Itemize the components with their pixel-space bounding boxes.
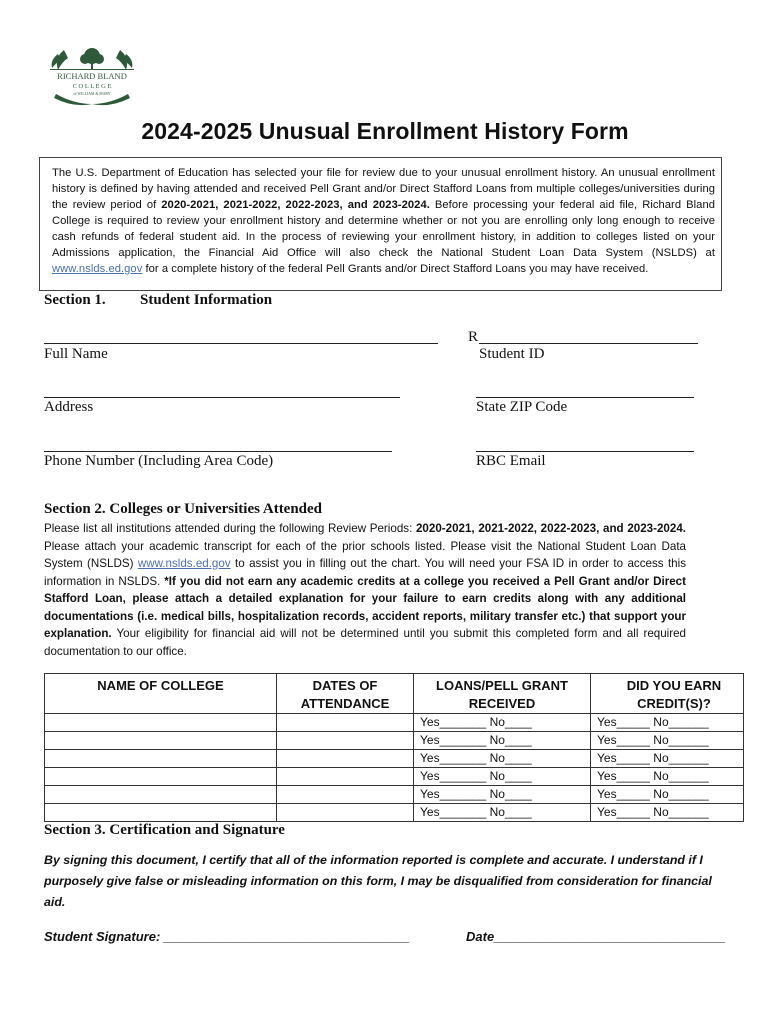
colleges-table-body: [45, 714, 744, 822]
loans-cell[interactable]: Yes_______ No____: [414, 714, 591, 732]
state-zip-label: State ZIP Code: [476, 399, 568, 415]
section2-heading: Section 2. Colleges or Universities Attended: [44, 501, 323, 517]
dates-cell[interactable]: [277, 804, 414, 822]
colleges-table: [44, 673, 744, 822]
section3-heading: Section 3. Certification and Signature: [44, 822, 285, 838]
section2-periods: 2020-2021, 2021-2022, 2022-2023, and 2023-2024.: [415, 522, 686, 535]
email-line[interactable]: [476, 451, 694, 452]
header-name-of-college: NAME OF COLLEGE: [45, 674, 277, 714]
intro-box: [39, 157, 722, 291]
college-name-cell[interactable]: [45, 714, 277, 732]
certification-statement: By signing this document, I certify that all of the information reported is complete and accurate. I understand if I purposely give false or misleading information on this form, I may be disqualified from consideration for financial aid.: [44, 853, 712, 909]
section1-title: Student Information: [140, 292, 273, 308]
college-name-cell[interactable]: [45, 732, 277, 750]
header-loans: LOANS/PELL GRANT RECEIVED: [414, 674, 591, 714]
table-row: [45, 768, 744, 786]
section2-nslds-link[interactable]: www.nslds.ed.gov: [137, 557, 231, 570]
header-dates: DATES OF ATTENDANCE: [277, 674, 414, 714]
address-line[interactable]: [44, 397, 400, 398]
student-id-line[interactable]: [479, 343, 698, 344]
credits-cell[interactable]: Yes_____ No______: [591, 750, 744, 768]
logo-line3: of WILLIAM & MARY: [73, 92, 111, 96]
loans-cell[interactable]: Yes_______ No____: [414, 786, 591, 804]
credits-cell[interactable]: Yes_____ No______: [591, 768, 744, 786]
intro-p3: for a complete history of the federal Pell Grants and/or Direct Stafford Loans you may have received.: [142, 263, 649, 275]
section2-warning: *If you did not earn any academic credits at a college you received a Pell Grant and/or Direct Stafford Loan, please attach a detailed explanation for your failure to earn credits along with any additional documentations (i.e. medical bills, hospitalization records, accident reports, military transfer etc.) that support your explanation.: [44, 574, 686, 640]
table-row: [45, 750, 744, 768]
phone-line[interactable]: [44, 451, 392, 452]
phone-label: Phone Number (Including Area Code): [44, 453, 274, 469]
intro-text: [52, 165, 715, 277]
dates-cell[interactable]: [277, 750, 414, 768]
student-signature-field[interactable]: Student Signature: __________________________________: [44, 929, 410, 944]
logo-line2: C O L L E G E: [72, 83, 112, 90]
loans-cell[interactable]: Yes_______ No____: [414, 804, 591, 822]
section2-text: [44, 520, 686, 660]
email-label: RBC Email: [476, 453, 546, 469]
section2-t3: to assist you in filling out the chart. You will need your FSA ID in order to access this information in NSLDS.: [44, 557, 686, 588]
student-id-prefix: R: [468, 329, 479, 345]
dates-cell[interactable]: [277, 786, 414, 804]
table-row: [45, 732, 744, 750]
address-label: Address: [44, 399, 94, 415]
college-name-cell[interactable]: [45, 804, 277, 822]
intro-p1: The U.S. Department of Education has selected your file for review due to your unusual enrollment history. An unusual enrollment history is defined by having attended and received Pell Grant and/or Direct Stafford Loans from multiple colleges/universities during the review period of: [52, 167, 715, 211]
date-field[interactable]: Date________________________________: [466, 929, 726, 944]
intro-periods: 2020-2021, 2021-2022, 2022-2023, and 2023-2024.: [161, 199, 430, 211]
college-name-cell[interactable]: [45, 786, 277, 804]
section2-t1: Please list all institutions attended during the following Review Periods:: [44, 522, 416, 535]
nslds-link[interactable]: www.nslds.ed.gov: [52, 263, 143, 275]
college-logo: [44, 44, 140, 114]
full-name-label: Full Name: [44, 346, 108, 362]
table-row: [45, 714, 744, 732]
page-title: 2024-2025 Unusual Enrollment History Form: [141, 118, 629, 144]
college-name-cell[interactable]: [45, 768, 277, 786]
section1-number: Section 1.: [44, 292, 106, 308]
table-row: [45, 786, 744, 804]
credits-cell[interactable]: Yes_____ No______: [591, 714, 744, 732]
dates-cell[interactable]: [277, 768, 414, 786]
credits-cell[interactable]: Yes_____ No______: [591, 786, 744, 804]
section2-t2: Please attach your academic transcript for each of the prior schools listed. Please visit the National Student Loan Data System (NSLDS): [44, 539, 686, 570]
logo-line1: RICHARD BLAND: [57, 71, 127, 81]
intro-p2: Before processing your federal aid file, Richard Bland College is required to review your enrollment history and determine whether or not you are enrolling only long enough to receive cash refunds of federal student aid. In the process of reviewing your enrollment history, in addition to colleges listed on your Admissions application, the Financial Aid Office will also check the National Student Loan Data System (NSLDS) at: [52, 199, 715, 259]
credits-cell[interactable]: Yes_____ No______: [591, 732, 744, 750]
credits-cell[interactable]: Yes_____ No______: [591, 804, 744, 822]
dates-cell[interactable]: [277, 714, 414, 732]
dates-cell[interactable]: [277, 732, 414, 750]
student-id-label: Student ID: [479, 346, 545, 362]
loans-cell[interactable]: Yes_______ No____: [414, 750, 591, 768]
state-zip-line[interactable]: [476, 397, 694, 398]
table-row: [45, 804, 744, 822]
full-name-line[interactable]: [44, 343, 438, 344]
loans-cell[interactable]: Yes_______ No____: [414, 732, 591, 750]
section2-t4: Your eligibility for financial aid will not be determined until you submit this completed form and all required documentation to our office.: [44, 627, 686, 658]
header-credits: DID YOU EARN CREDIT(S)?: [591, 674, 744, 714]
college-name-cell[interactable]: [45, 750, 277, 768]
loans-cell[interactable]: Yes_______ No____: [414, 768, 591, 786]
